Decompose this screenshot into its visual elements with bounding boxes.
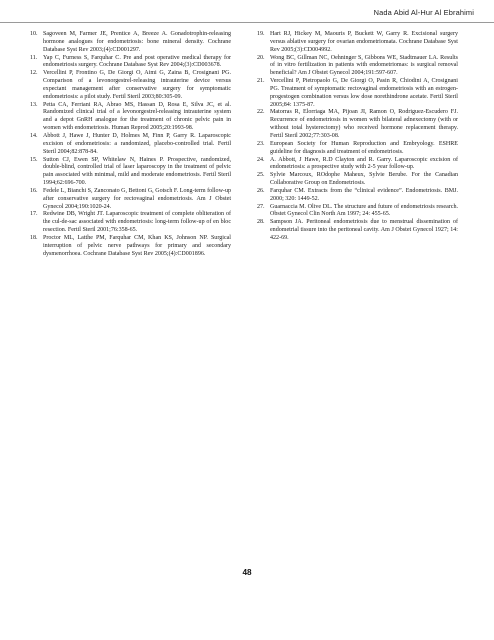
reference-text: Vercellini P, Frontino G, De Giorgi O, Aimi G, Zaina B, Crosignani PG. Comparison of a levonorgestrel-releasing intrauterine device versus expectant management after conservative surgery for symptomatic endometriosis: a pilot study. Fertil Steril 2003;80:305-09. <box>43 70 231 100</box>
reference-item <box>30 70 231 101</box>
reference-number: 27. <box>257 203 265 210</box>
reference-text: Proctor ML, Latthe PM, Farquhar CM, Khan KS, Johnson NP. Surgical interruption of pelvic nerve pathways for primary and secondary dysmenorrhoea. Cochrane Database Syst Rev 2005;(4):CD001896. <box>43 234 231 257</box>
reference-text: Sagoveen M, Farmer JE, Prentice A, Breeze A. Gonadotrophin-releasing hormone analogues for endometriosis: bone mineral density. Cochrane Database Syst Rev 2003;(4):CD001297. <box>43 31 231 53</box>
reference-number: 24. <box>257 156 265 163</box>
reference-item <box>257 219 458 243</box>
reference-item <box>30 188 231 212</box>
reference-item <box>30 157 231 188</box>
reference-text: Abbott J, Hawe J, Hunter D, Holmes M, Finn P, Garry R. Laparoscopic excision of endometriosis: a randomized, placebo-controlled trial. Fertil Steril 2004;82:878-84. <box>43 132 231 155</box>
reference-item <box>257 157 458 173</box>
reference-item <box>30 235 231 259</box>
reference-item <box>30 31 231 55</box>
running-head: Nada Abid Al-Hur Al Ebrahimi <box>373 8 474 17</box>
reference-number: 15. <box>30 156 38 163</box>
reference-number: 10. <box>30 31 38 37</box>
reference-text: Sampson JA. Peritoneal endometriosis due to menstrual dissemination of endometrial tissure into the peritoneal cavity. Am J Obstet Gynecol 1927; 14: 422-69. <box>270 219 458 241</box>
reference-text: Fedele L, Bianchi S, Zanconato G, Bettoni G, Gotsch F. Long-term follow-up after conservative surgery for rectovaginal endometriosis. Am J Obstet Gynecol 2004;190:1020-24. <box>43 187 231 210</box>
reference-number: 17. <box>30 211 38 218</box>
reference-item <box>257 55 458 79</box>
reference-number: 11. <box>30 54 38 61</box>
reference-number: 19. <box>257 31 265 37</box>
reference-item <box>257 188 458 204</box>
reference-item <box>257 31 458 55</box>
reference-number: 28. <box>257 219 265 226</box>
reference-number: 18. <box>30 234 38 241</box>
reference-text: Farquhar CM. Extracts from the “clinical evidence”. Endometriosis. BMJ. 2000; 320: 1449-52. <box>270 187 458 202</box>
reference-item <box>30 55 231 71</box>
reference-text: Matorras R, Elorriaga MA, Pijoan JI, Ramon O, Rodriguez-Escudero FJ. Recurrence of endometriosis in women with bilateral adnexectomy (with or without total hysterectomy) who received hormone replacement therapy. Fertil Steril 2002;77:303-08. <box>270 109 458 139</box>
reference-number: 20. <box>257 54 265 61</box>
reference-item <box>30 211 231 235</box>
page-header <box>0 0 494 24</box>
reference-number: 14. <box>30 132 38 139</box>
reference-number: 26. <box>257 187 265 194</box>
reference-text: Guarnaccia M. Olive DL. The structure and future of endometriosis research. Obstet Gynecol Clin North Am 1997; 24: 455-65. <box>270 203 458 218</box>
reference-item <box>257 109 458 140</box>
references-column-left <box>30 31 231 258</box>
reference-item <box>257 141 458 157</box>
reference-text: Petta CA, Ferriani RA, Abrao MS, Hassan D, Rosa E, Silva JC, et al. Randomized clinical trial of a levonorgestrel-releasing intrauterine system and a depot GnRH analogue for the treatment of chronic pelvic pain in women with endometriosis. Human Reprod 2005;20:1993-98. <box>43 101 231 132</box>
reference-text: A. Abbott, J Hawe, R.D Clayton and R. Garry. Laparoscopic excision of endometriosis: a prospective study with 2-5 year follow-up. <box>270 156 458 171</box>
reference-text: Sylvie Marcoux, ROdophe Maheux, Sylvie Berube. For the Canadian Collaborative Group on Endometriosis. <box>270 172 458 187</box>
reference-number: 16. <box>30 187 38 194</box>
reference-text: Hart RJ, Hickey M, Maouris P, Buckett W, Garry R. Excisional surgery versus ablative surgery for ovarian endometriomata. Cochrane Database Syst Rev 2005;(3):CD004992. <box>270 31 458 53</box>
reference-text: Redwine DB, Wright JT. Laparoscopic treatment of complete obliteration of the cul-de-sac associated with endometriosis: long-term follow-up of en bloc resection. Fertil Steril 2001;76:358-65. <box>43 211 231 234</box>
reference-text: Wong BC, Gillman NC, Oehninger S, Gibbons WE, Stadtmauer LA. Results of in vitro fertilization in patients with endometriomas: is surgical removal beneficial? Am J Obstet Gynecol 2004;191:597-607. <box>270 54 458 77</box>
reference-number: 25. <box>257 172 265 179</box>
references-column-right <box>257 31 458 243</box>
reference-item <box>30 133 231 157</box>
reference-text: Vercellini P, Pietropaolo G, De Giorgi O, Pasin R, Chiodini A, Crosignani PG. Treatment of symptomatic rectovaginal endometriosis with an estrogen-progestogen combination versus low dose norethindrone acetate. Fertil Steril 2005;84: 1375-87. <box>270 78 458 108</box>
reference-number: 21. <box>257 78 265 85</box>
reference-number: 22. <box>257 109 265 116</box>
reference-number: 23. <box>257 140 265 147</box>
reference-text: European Society for Human Reproduction and Embryology. ESHRE guideline for diagnosis and treatment of endometriosis. <box>270 140 458 155</box>
reference-text: Sutton CJ, Ewen SP, Whitelaw N, Haines P. Prospective, randomized, double-blind, controlled trial of laser laparoscopy in the treatment of pelvic pain associated with minimal, mild and moderate endometriosis. Fertil Steril 1994;62:696-700. <box>43 156 231 187</box>
reference-item <box>257 172 458 188</box>
reference-item <box>257 78 458 109</box>
reference-number: 12. <box>30 70 38 77</box>
reference-item <box>30 102 231 133</box>
header-rule <box>0 22 494 23</box>
reference-item <box>257 204 458 220</box>
reference-number: 13. <box>30 101 38 108</box>
reference-text: Yap C, Furness S, Farquhar C. Pre and post operative medical therapy for endometriosis surgery. Cochrane Database Syst Rev 2004;(3):CD003678. <box>43 54 231 69</box>
page-number: 48 <box>242 568 252 577</box>
